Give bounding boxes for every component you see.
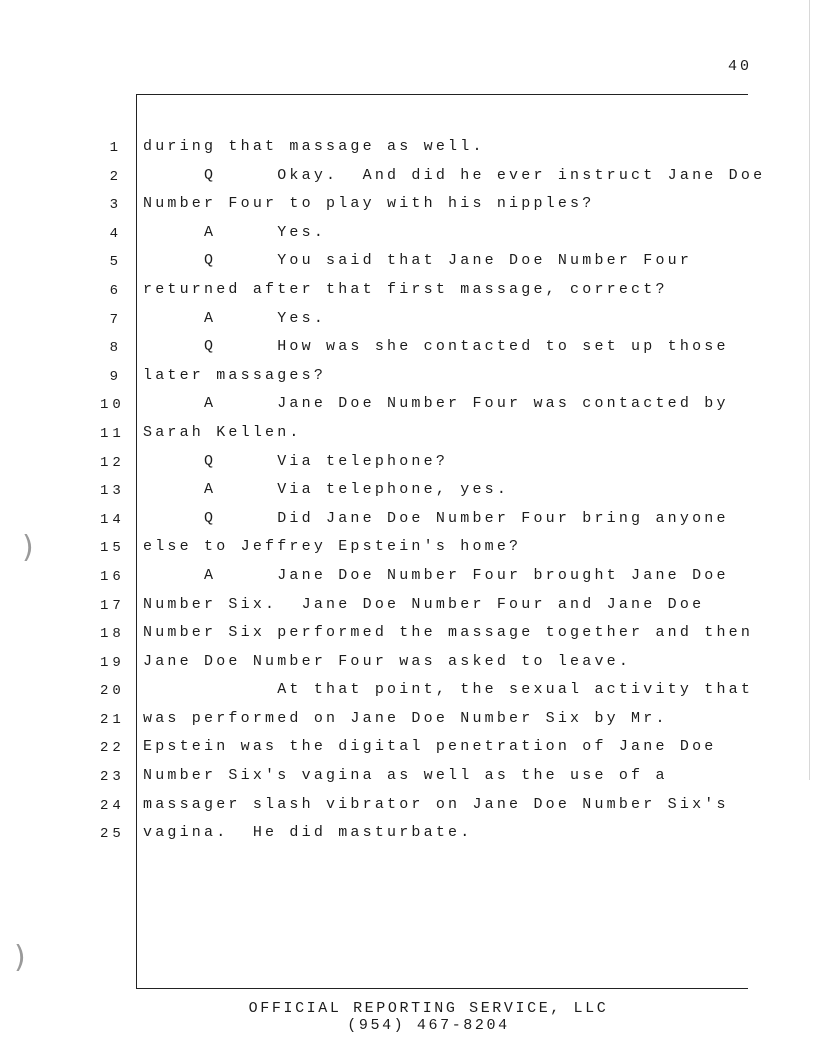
line-number: 16 xyxy=(100,568,125,585)
transcript-line xyxy=(0,422,817,451)
line-number: 2 xyxy=(109,168,122,185)
hole-punch-mark-icon: ) xyxy=(22,530,34,565)
line-text: Q Via telephone? xyxy=(143,452,449,470)
line-text: during that massage as well. xyxy=(143,138,485,155)
line-number: 9 xyxy=(109,368,122,385)
line-text: massager slash vibrator on Jane Doe Number Six's xyxy=(143,795,729,813)
line-number: 14 xyxy=(100,511,125,528)
transcript-line xyxy=(0,222,817,251)
line-number: 1 xyxy=(109,140,122,156)
line-number: 20 xyxy=(100,683,125,700)
transcript-line xyxy=(0,565,817,594)
line-number: 23 xyxy=(100,769,125,786)
transcript-line xyxy=(0,708,817,737)
line-text: A Jane Doe Number Four was contacted by xyxy=(143,395,729,413)
line-text: vagina. He did masturbate. xyxy=(143,824,473,842)
transcript-line xyxy=(0,794,817,823)
line-text: Epstein was the digital penetration of Jane Doe xyxy=(143,738,717,756)
line-text: Number Four to play with his nipples? xyxy=(143,195,595,213)
line-number: 15 xyxy=(100,540,125,557)
transcript-line xyxy=(0,451,817,480)
line-text: Sarah Kellen. xyxy=(143,423,302,441)
transcript-line xyxy=(0,536,817,565)
line-number: 22 xyxy=(100,740,125,757)
line-text: A Jane Doe Number Four brought Jane Doe xyxy=(143,566,729,584)
transcript-line xyxy=(0,393,817,422)
line-text: Jane Doe Number Four was asked to leave. xyxy=(143,652,632,670)
line-text: later massages? xyxy=(143,366,327,384)
line-number: 6 xyxy=(109,282,122,299)
line-number: 17 xyxy=(100,597,125,614)
reporter-name: OFFICIAL REPORTING SERVICE, LLC xyxy=(248,1000,609,1017)
line-text: A Yes. xyxy=(143,309,327,327)
transcript-line xyxy=(0,136,817,165)
page-frame-top-border xyxy=(136,94,748,95)
transcript-line xyxy=(0,594,817,623)
transcript-line xyxy=(0,336,817,365)
line-number: 18 xyxy=(100,626,125,643)
line-number: 25 xyxy=(100,826,125,843)
line-text: else to Jeffrey Epstein's home? xyxy=(143,538,522,556)
transcript-line xyxy=(0,308,817,337)
line-text: At that point, the sexual activity that xyxy=(143,681,754,699)
line-text: Q Did Jane Doe Number Four bring anyone xyxy=(143,509,729,527)
line-number: 19 xyxy=(100,654,125,671)
line-text: Q How was she contacted to set up those xyxy=(143,338,729,356)
line-text: was performed on Jane Doe Number Six by Mr. xyxy=(143,709,668,727)
line-text: Q You said that Jane Doe Number Four xyxy=(143,252,693,270)
transcript-line xyxy=(0,279,817,308)
line-text: Number Six. Jane Doe Number Four and Jane Doe xyxy=(143,595,705,613)
line-number: 10 xyxy=(100,397,125,414)
line-number: 24 xyxy=(100,797,125,814)
transcript-line xyxy=(0,651,817,680)
line-text: Number Six's vagina as well as the use of a xyxy=(143,767,668,785)
hole-punch-mark-icon: ) xyxy=(14,940,26,975)
line-number: 13 xyxy=(100,483,125,500)
transcript-line xyxy=(0,679,817,708)
reporter-phone: (954) 467-8204 xyxy=(347,1017,510,1034)
line-number: 4 xyxy=(109,225,122,242)
transcript-line xyxy=(0,508,817,537)
page-number: 40 xyxy=(728,58,753,75)
transcript-line xyxy=(0,165,817,194)
line-text: A Yes. xyxy=(143,223,327,241)
transcript-line xyxy=(0,250,817,279)
reporter-footer xyxy=(0,1000,817,1034)
line-text: Number Six performed the massage together and then xyxy=(143,624,754,642)
transcript-line xyxy=(0,365,817,394)
transcript-line xyxy=(0,193,817,222)
line-number: 5 xyxy=(109,254,122,271)
transcript-line xyxy=(0,765,817,794)
line-text: Q Okay. And did he ever instruct Jane Doe xyxy=(143,166,766,184)
line-number: 3 xyxy=(109,197,122,214)
transcript-line xyxy=(0,479,817,508)
line-number: 8 xyxy=(109,340,122,357)
transcript-line xyxy=(0,736,817,765)
transcript-body xyxy=(0,136,817,851)
line-number: 21 xyxy=(100,711,125,728)
transcript-line xyxy=(0,622,817,651)
line-number: 7 xyxy=(109,311,122,328)
transcript-line xyxy=(0,822,817,851)
line-number: 11 xyxy=(100,425,125,442)
line-text: returned after that first massage, correct? xyxy=(143,280,668,298)
line-number: 12 xyxy=(100,454,125,471)
page-frame-bottom-border xyxy=(136,988,748,989)
line-text: A Via telephone, yes. xyxy=(143,481,510,499)
